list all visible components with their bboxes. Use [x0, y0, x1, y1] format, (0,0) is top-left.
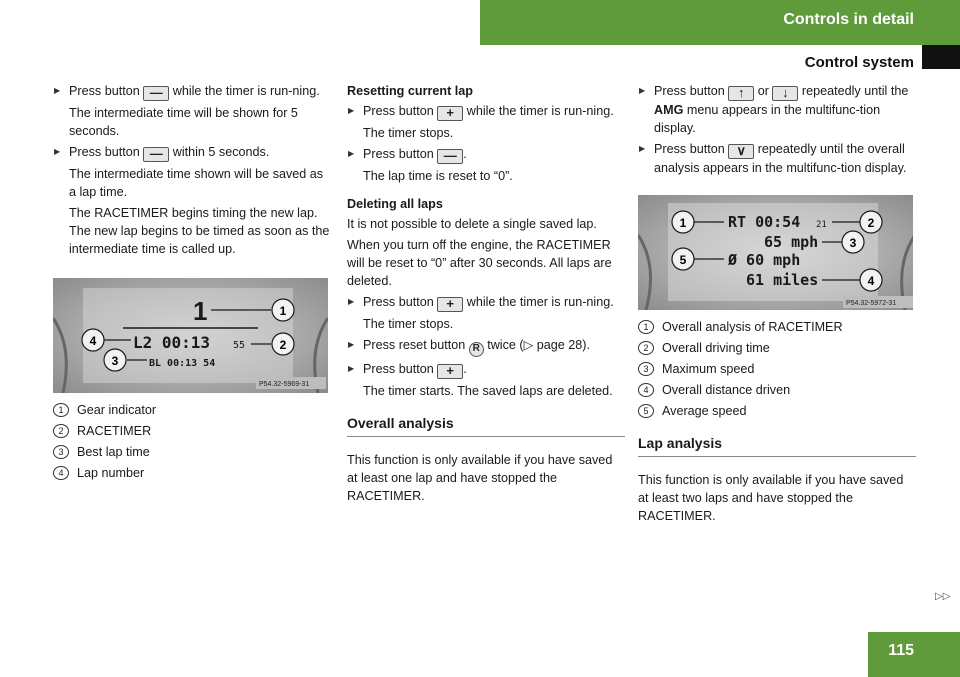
- overall-time-hundredths: 21: [816, 220, 827, 230]
- callout-2: [272, 333, 294, 355]
- step-result: The timer starts. The saved laps are deleted.: [363, 384, 613, 398]
- step: ▶ Press button + while the timer is run-ning.: [347, 102, 625, 121]
- callout-1: [272, 299, 294, 321]
- racetimer-hundredths: 55: [233, 340, 246, 351]
- legend-item: 2 Overall driving time: [638, 339, 916, 357]
- next-button-icon: ↑: [728, 86, 754, 101]
- legend-item: 3 Maximum speed: [638, 360, 916, 378]
- plus-button-icon: +: [437, 106, 463, 121]
- svg-text:3: 3: [849, 236, 857, 250]
- figure-code: P54.32-5972-31: [846, 300, 897, 307]
- step: ▶ Press button + .: [347, 360, 625, 379]
- callout-3: [104, 349, 126, 371]
- step: ▶ Press button — .: [347, 145, 625, 164]
- step: ▶ Press button + while the timer is run-ning.: [347, 293, 625, 312]
- svg-text:1: 1: [679, 216, 687, 230]
- racetimer-display-figure: [53, 278, 328, 393]
- svg-text:5: 5: [679, 253, 687, 267]
- callout-1: [672, 211, 694, 233]
- svg-text:4: 4: [867, 274, 875, 288]
- legend-item: 3 Best lap time: [53, 443, 331, 461]
- page-number-tab: [868, 632, 960, 677]
- racetimer-value: L2 00:13: [133, 333, 211, 352]
- step: ▶ Press button — while the timer is run-ning.: [53, 82, 331, 101]
- page-number: 115: [888, 642, 914, 659]
- average-speed-value: Ø 60 mph: [728, 251, 801, 269]
- paragraph: This function is only available if you have saved at least one lap and have stopped the RACETIMER.: [347, 453, 613, 503]
- callout-2: [860, 211, 882, 233]
- step: ▶ Press button ↑ or ↓ repeatedly until the AMG menu appears in the multifunc-tion display.: [638, 82, 916, 137]
- callout-4: [82, 329, 104, 351]
- step-result: The lap time is reset to “0”.: [363, 169, 513, 183]
- step-result: The timer stops.: [363, 126, 454, 140]
- reset-lap-heading: Resetting current lap: [347, 84, 473, 98]
- step-result: The intermediate time shown will be saved as a lap time.: [69, 167, 324, 199]
- column-3: [638, 82, 916, 528]
- overall-time-value: RT 00:54: [728, 213, 801, 231]
- best-lap-value: BL 00:13 54: [149, 358, 216, 369]
- legend-item: 4 Overall distance driven: [638, 381, 916, 399]
- svg-text:1: 1: [279, 304, 287, 318]
- figure1-legend: [53, 401, 331, 482]
- minus-button-icon: —: [143, 86, 169, 101]
- plus-button-icon: +: [437, 297, 463, 312]
- paragraph: This function is only available if you have saved at least two laps and have stopped the RACETIMER.: [638, 473, 904, 523]
- callout-4: [860, 269, 882, 291]
- paragraph: When you turn off the engine, the RACETIMER will be reset to “0” after 30 seconds. All laps are deleted.: [347, 238, 612, 288]
- minus-button-icon: —: [437, 149, 463, 164]
- delete-laps-heading: Deleting all laps: [347, 197, 443, 211]
- paragraph: It is not possible to delete a single saved lap.: [347, 217, 597, 231]
- minus-button-icon: —: [143, 147, 169, 162]
- scroll-button-icon: ∨: [728, 144, 754, 159]
- overall-analysis-figure: [638, 195, 913, 310]
- gear-indicator-value: 1: [193, 296, 208, 326]
- legend-item: 1 Gear indicator: [53, 401, 331, 419]
- svg-text:4: 4: [89, 334, 97, 348]
- legend-item: 5 Average speed: [638, 402, 916, 420]
- step: ▶ Press button — within 5 seconds.: [53, 143, 331, 162]
- step-result: The intermediate time will be shown for 5 seconds.: [69, 106, 298, 138]
- figure-code: P54.32-5969-31: [259, 381, 310, 388]
- legend-item: 1 Overall analysis of RACETIMER: [638, 318, 916, 336]
- section-title: Control system: [804, 54, 914, 71]
- step-result: The timer stops.: [363, 317, 454, 331]
- prev-button-icon: ↓: [772, 86, 798, 101]
- plus-button-icon: +: [437, 364, 463, 379]
- column-1: [53, 82, 331, 485]
- chapter-tab: [480, 0, 960, 45]
- step: ▶ Press reset button R twice (▷ page 28).: [347, 336, 625, 357]
- legend-item: 2 RACETIMER: [53, 422, 331, 440]
- reset-button-icon: R: [469, 342, 484, 357]
- svg-text:2: 2: [867, 216, 875, 230]
- svg-text:2: 2: [279, 338, 287, 352]
- legend-item: 4 Lap number: [53, 464, 331, 482]
- callout-5: [672, 248, 694, 270]
- distance-value: 61 miles: [746, 271, 819, 289]
- overall-analysis-heading: Overall analysis: [347, 414, 625, 437]
- figure2-legend: [638, 318, 916, 420]
- svg-text:3: 3: [111, 354, 119, 368]
- lap-analysis-heading: Lap analysis: [638, 434, 916, 457]
- step: ▶ Press button ∨ repeatedly until the overall analysis appears in the multifunc-tion display.: [638, 140, 916, 177]
- callout-3: [842, 231, 864, 253]
- step-result: The RACETIMER begins timing the new lap. The new lap begins to be timed as soon as the intermediate time is called up.: [69, 206, 330, 256]
- column-2: [347, 82, 625, 508]
- continued-marker: ▷▷: [935, 591, 951, 602]
- chapter-title: Controls in detail: [783, 11, 914, 28]
- corner-marker: [922, 45, 960, 69]
- max-speed-value: 65 mph: [764, 233, 819, 251]
